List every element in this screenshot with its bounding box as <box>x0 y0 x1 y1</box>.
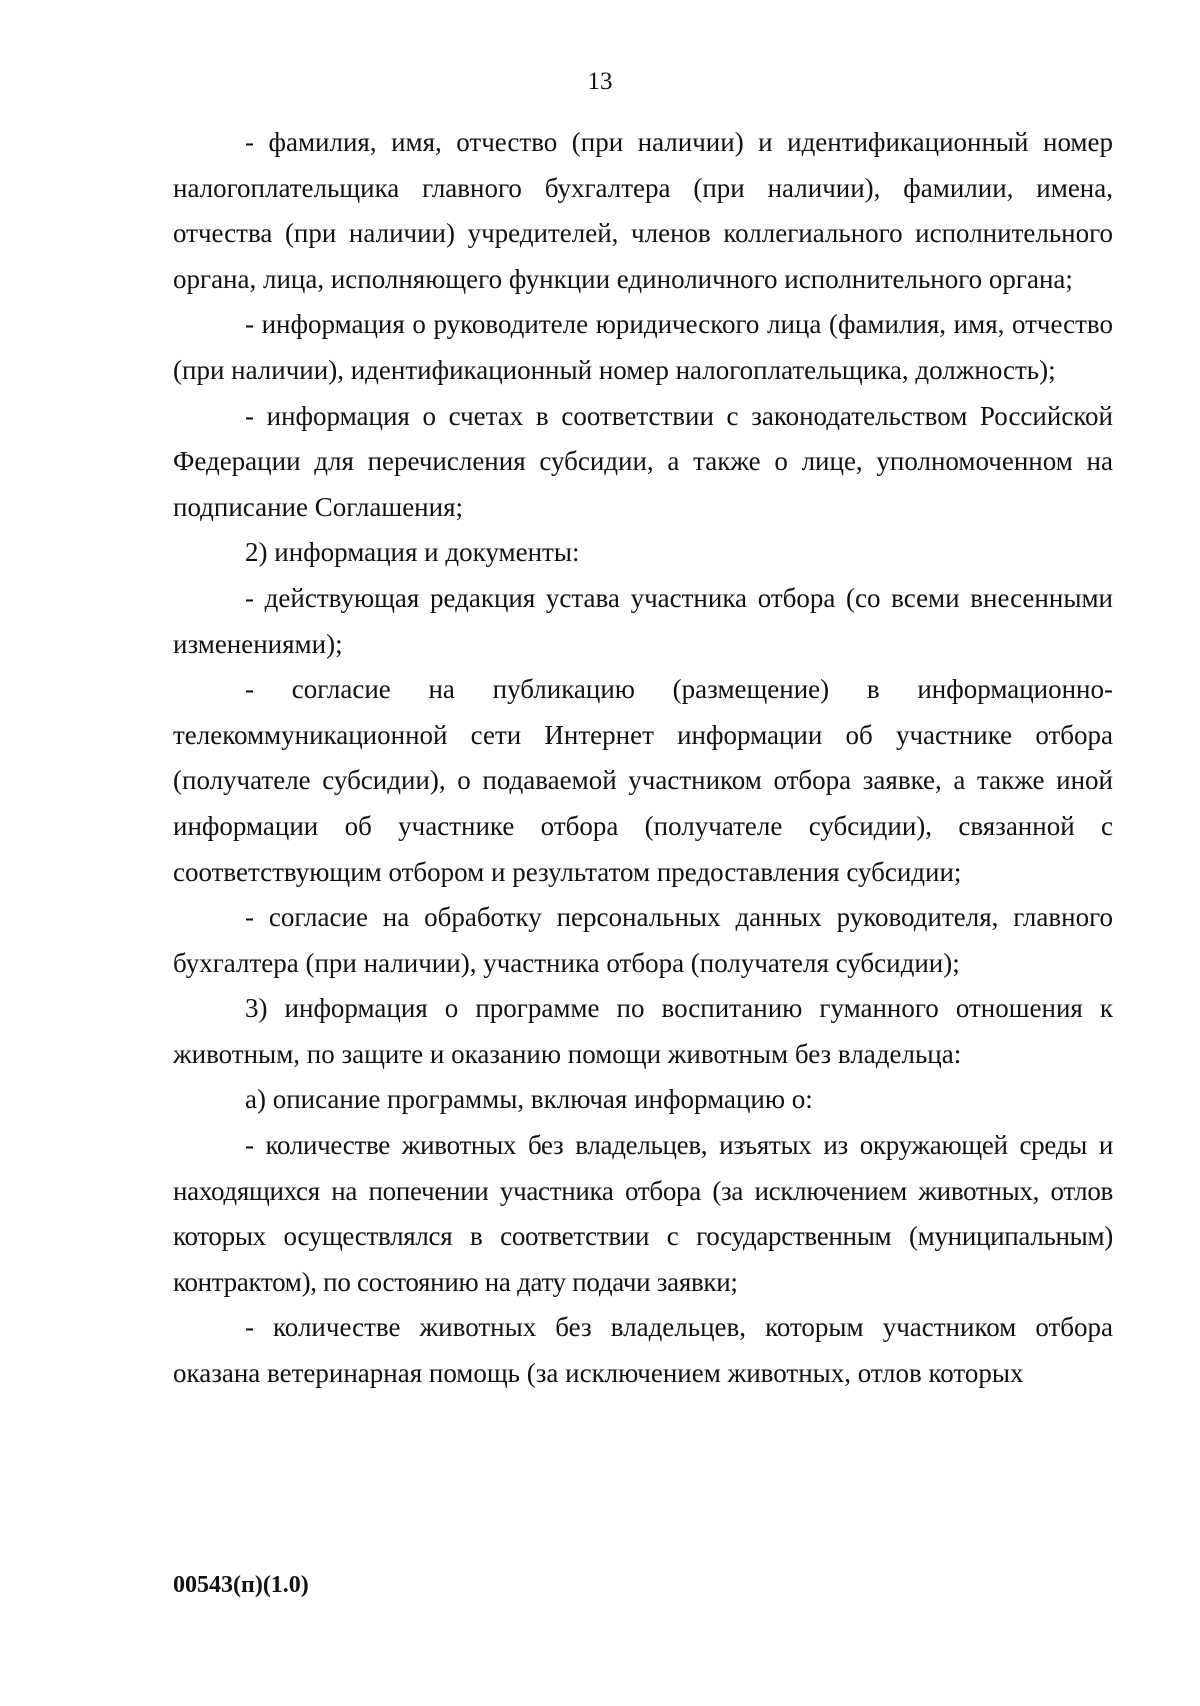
paragraph-info-and-documents: 2) информация и документы: <box>245 537 580 568</box>
paragraph-publication-consent: - согласие на публикацию (размещение) в информационно-телекоммуникационной сети Интернет информации об участнике отбора (получателе субсидии), о подаваемой участником отбора заявке, а также иной информации об участнике отбора (получателе субсидии), связанной с соответствующим отбором и результатом предоставления субсидии; <box>173 674 1113 887</box>
paragraph-director-info: - информация о руководителе юридического лица (фамилия, имя, отчество (при наличии), идентификационный номер налогоплательщика, должность); <box>173 309 1113 385</box>
paragraph-program-description: а) описание программы, включая информацию о: <box>245 1084 813 1115</box>
document-code: 00543(п)(1.0) <box>173 1572 309 1598</box>
paragraph-charter: - действующая редакция устава участника отбора (со всеми внесенными изменениями); <box>173 582 1113 659</box>
paragraph-program-info: 3) информация о программе по воспитанию гуманного отношения к животным, по защите и оказанию помощи животным без владельца: <box>173 993 1113 1069</box>
paragraph-accounts-info: - информация о счетах в соответствии с законодательством Российской Федерации для перечисления субсидии, а также о лице, уполномоченном на подписание Соглашения; <box>173 400 1113 522</box>
paragraph-animals-in-care: - количестве животных без владельцев, изъятых из окружающей среды и находящихся на попечении участника отбора (за исключением животных, отлов которых осуществлялся в соответствии с государственным (муниципальным) контрактом), по состоянию на дату подачи заявки; <box>173 1130 1113 1297</box>
paragraph-animals-vet-help: - количестве животных без владельцев, которым участником отбора оказана ветеринарная помощь (за исключением животных, отлов которых <box>173 1312 1113 1389</box>
document-body <box>173 120 1113 1397</box>
paragraph-chief-accountant-info: - фамилия, имя, отчество (при наличии) и идентификационный номер налогоплательщика главного бухгалтера (при наличии), фамилии, имена, отчества (при наличии) учредителей, членов коллегиального исполнительного органа, лица, исполняющего функции единоличного исполнительного органа; <box>173 127 1113 294</box>
paragraph-personal-data-consent: - согласие на обработку персональных данных руководителя, главного бухгалтера (при наличии), участника отбора (получателя субсидии); <box>173 902 1113 978</box>
page-number: 13 <box>587 68 613 95</box>
